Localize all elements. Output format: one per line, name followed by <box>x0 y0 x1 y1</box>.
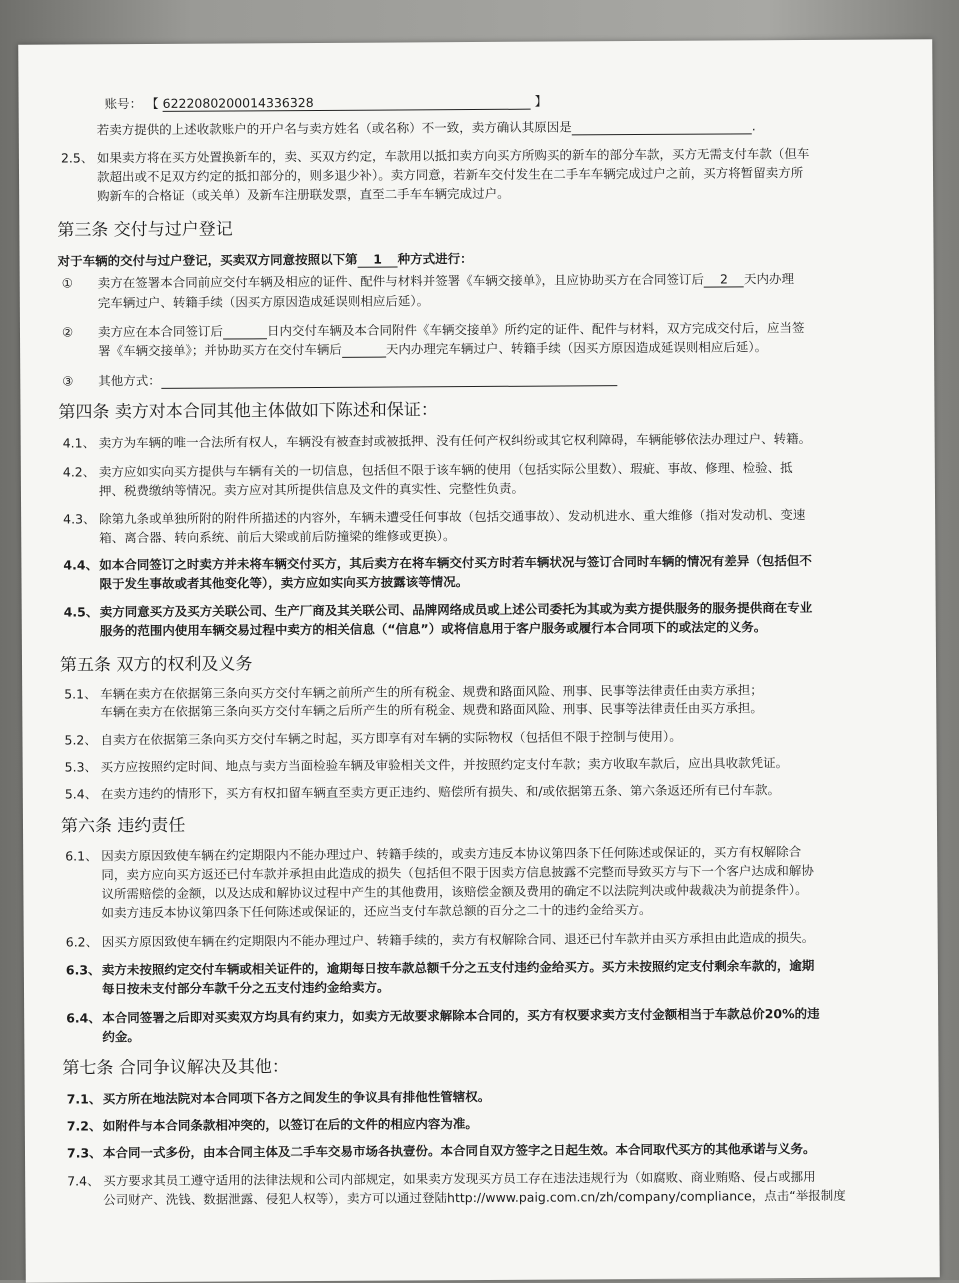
clause-6-3-line1: 卖方未按照约定交付车辆或相关证件的，逾期每日按车款总额千分之五支付违约金给买方。买方未按照约定支付剩余车款的，逾期 <box>101 957 815 978</box>
option-1-marker: ① <box>61 275 73 291</box>
option-3-blank <box>161 371 617 389</box>
clause-4-4-line1: 如本合同签订之时卖方并未将车辆交付买方，其后卖方在将车辆交付买方时若车辆状况与签订合同时车辆的情况有差异（包括但不 <box>99 552 812 573</box>
section-3-title: 第三条 交付与过户登记 <box>57 219 233 241</box>
clause-7-4-line1: 买方要求其员工遵守适用的法律法规和公司内部规定，如果卖方发现买方员工存在违法违规行为（如腐败、商业贿赂、侵占或挪用 <box>103 1168 816 1189</box>
option-1-text-end: 天内办理 <box>743 271 794 287</box>
option-2-text-d: 天内办理完车辆过户、转籍手续（因买方原因造成延误则相应后延）。 <box>385 339 768 357</box>
clause-6-4-line2: 约金。 <box>102 1029 140 1045</box>
section-4-title: 第四条 卖方对本合同其他主体做如下陈述和保证： <box>58 400 438 423</box>
clause-number: 7.3、 <box>66 1145 102 1161</box>
account-label: 账号： <box>104 96 143 112</box>
clause-4-3-line1: 除第九条或单独所附的附件所描述的内容外，车辆未遭受任何事故（包括交通事故）、发动机进水、重大维修（指对发动机、变速 <box>99 507 806 527</box>
clause-4-2-line2: 押、税费缴纳等情况。卖方应对其所提供信息及文件的真实性、完整性负责。 <box>98 480 525 499</box>
clause-4-5-line2: 服务的范围内使用车辆交易过程中卖方的相关信息（“信息”）或将信息用于客户服务或履行本合同项下的或法定的义务。 <box>99 619 767 639</box>
clause-4-2-line1: 卖方应如实向买方提供与车辆有关的一切信息，包括但不限于该车辆的使用（包括实际公里数）、瑕疵、事故、修理、检验、抵 <box>98 460 793 480</box>
option-2-line2 <box>98 339 767 359</box>
clause-number: 5.1、 <box>64 686 97 702</box>
contract-content <box>57 88 847 1208</box>
option-2-transfer-days-blank <box>342 343 386 358</box>
account-number: 6222080200014336328 <box>163 95 531 112</box>
clause-5-1-line2: 车辆在卖方在依据第三条向买方交付车辆之后所产生的所有税金、规费和路面风险、刑事、民事等法律责任由买方承担。 <box>100 700 763 720</box>
section-5-title: 第五条 双方的权利及义务 <box>59 654 253 676</box>
clause-number: 6.1、 <box>65 848 98 864</box>
account-line <box>105 94 548 113</box>
option-1-text: 卖方在签署本合同前应交付车辆及相应的证件、配件与材料并签署《车辆交接单》，且应协助买方在合同签订后 <box>97 271 704 291</box>
clause-6-4-line1: 本合同签署之后即对买卖双方均具有约束力，如卖方无故要求解除本合同的，买方有权要求卖方支付金额相当于车款总价20%的违 <box>102 1005 820 1026</box>
option-2-text-a: 卖方应在本合同签订后 <box>97 323 224 340</box>
account-mismatch-end: . <box>751 118 756 134</box>
option-2-text-c: 署《车辆交接单》；并协助买方在交付车辆后 <box>98 341 342 359</box>
option-3-line <box>98 370 617 389</box>
clause-number: 7.2、 <box>66 1118 102 1134</box>
clause-2-5-line2: 款超出或不足双方约定的抵扣部分的，则多退少补）。卖方同意，若新车交付发生在二手车车辆完成过户之前，买方将暂留卖方所 <box>96 165 804 185</box>
clause-5-2: 自卖方在依据第三条向买方交付车辆之时起，买方即享有对车辆的实际物权（包括但不限于控制与使用）。 <box>100 728 682 748</box>
clause-4-4-line2: 限于发生事故或者其他变化等），卖方应如实向买方披露该等情况。 <box>99 574 469 592</box>
clause-number: 4.2、 <box>62 464 96 480</box>
option-2-text-b: 日内交付车辆及本合同附件《车辆交接单》所约定的证件、配件与材料，双方完成交付后，应当签 <box>266 320 805 339</box>
account-close-bracket: 】 <box>534 93 548 109</box>
option-1-days: 2 <box>704 272 744 287</box>
section-3-intro <box>58 251 473 270</box>
clause-number: 6.2、 <box>65 934 99 950</box>
section-3-intro-text: 对于车辆的交付与过户登记，买卖双方同意按照以下第 <box>57 251 358 269</box>
clause-7-1: 买方所在地法院对本合同项下各方之间发生的争议具有排他性管辖权。 <box>102 1088 491 1107</box>
option-3-marker: ③ <box>62 373 74 389</box>
clause-2-5-line3: 购新车的合格证（或关单）及新车注册联发票，直至二手车车辆完成过户。 <box>97 185 510 204</box>
account-mismatch-text: 若卖方提供的上述收款账户的开户名与卖方姓名（或名称）不一致，卖方确认其原因是 <box>96 119 572 138</box>
mismatch-reason-blank <box>572 119 752 135</box>
clause-4-3-line2: 箱、离合器、转向系统、前后大梁或前后防撞梁的维修或更换）。 <box>99 528 456 546</box>
option-1-line1 <box>98 271 794 291</box>
clause-5-4: 在卖方违约的情形下，买方有权扣留车辆直至卖方更正违约、赔偿所有损失、和/或依据第五条、第六条返还所有已付车款。 <box>100 782 781 802</box>
clause-4-5-line1: 卖方同意买方及买方关联公司、生产厂商及其关联公司、品牌网络成员或上述公司委托为其或为卖方提供服务的服务提供商在专业 <box>99 599 813 620</box>
clause-number: 6.4、 <box>66 1010 101 1026</box>
clause-6-1-line3: 议所需赔偿的金额，以及达成和解协议过程中产生的其他费用，该赔偿金额及费用的确定不以法院判决或仲裁裁决为前提条件）。 <box>101 881 808 902</box>
account-open-bracket: 【 <box>146 95 159 112</box>
clause-number: 4.3、 <box>63 511 96 527</box>
clause-number: 5.2、 <box>64 732 97 748</box>
clause-number: 4.1、 <box>62 435 96 451</box>
clause-6-1-line1: 因卖方原因致使车辆在约定期限内不能办理过户、转籍手续的，或卖方违反本协议第四条下任何陈述或保证的，买方有权解除合 <box>101 844 802 864</box>
clause-7-2: 如附件与本合同条款相冲突的，以签订在后的文件的相应内容为准。 <box>102 1116 478 1134</box>
option-1-line2: 完车辆过户、转籍手续（因买方原因造成延误则相应后延）。 <box>97 293 430 311</box>
option-3-text: 其他方式： <box>98 372 161 389</box>
section-3-intro-end: 种方式进行： <box>397 251 473 267</box>
clause-number: 7.1、 <box>66 1091 102 1107</box>
option-2-marker: ② <box>61 324 74 340</box>
account-mismatch <box>97 118 756 138</box>
clause-6-1-line4: 如卖方违反本协议第四条下任何陈述或保证的，还应当支付车款总额的百分之二十的违约金给买方。 <box>101 901 652 921</box>
clause-4-1: 卖方为车辆的唯一合法所有权人，车辆没有被查封或被抵押、没有任何产权纠纷或其它权利障碍，车辆能够依法办理过户、转籍。 <box>98 430 812 451</box>
option-2-days-blank <box>223 324 267 339</box>
clause-2-5-line1: 如果卖方将在买方处置换新车的，卖、买双方约定，车款用以抵扣卖方向买方所购买的新车的部分车款，买方无需支付车款（但车 <box>96 145 810 166</box>
clause-7-3: 本合同一式多份，由本合同主体及二手车交易市场各执壹份。本合同自双方签字之日起生效。本合同取代买方的其他承诺与义务。 <box>102 1140 816 1161</box>
clause-number: 4.5、 <box>63 604 99 620</box>
clause-5-3: 买方应按照约定时间、地点与卖方当面检验车辆及审验相关文件，并按照约定支付车款；卖方收取车款后，应出具收款凭证。 <box>100 755 789 775</box>
clause-number: 5.4、 <box>64 786 98 802</box>
method-choice: 1 <box>358 252 398 267</box>
clause-number: 5.3、 <box>64 759 98 775</box>
clause-number: 2.5、 <box>60 150 94 166</box>
section-7-title: 第七条 合同争议解决及其他： <box>62 1057 289 1079</box>
clause-5-1-line1: 车辆在卖方在依据第三条向买方交付车辆之前所产生的所有税金、规费和路面风险、刑事、民事等法律责任由卖方承担； <box>100 682 763 702</box>
document-page <box>18 39 940 1283</box>
option-2-line1 <box>98 320 805 340</box>
clause-number: 4.4、 <box>63 557 99 573</box>
clause-7-4-line2: 公司财产、洗钱、数据泄露、侵犯人权等），卖方可以通过登陆http://www.paig.com.cn/zh/company/compliance，点击“举报制度 <box>103 1187 846 1208</box>
section-6-title: 第六条 违约责任 <box>60 815 186 837</box>
clause-6-1-line2: 同，卖方应向买方返还已付车款并承担由此造成的损失（包括但不限于因卖方信息披露不完整而导致买方与下一个客户达成和解协 <box>101 862 814 883</box>
clause-number: 7.4、 <box>67 1173 100 1189</box>
clause-number: 6.3、 <box>65 962 101 978</box>
clause-6-2: 因买方原因致使车辆在约定期限内不能办理过户、转籍手续的，卖方有权解除合同、退还已付车款并由买方承担由此造成的损失。 <box>101 929 815 950</box>
clause-6-3-line2: 每日按未支付部分车款千分之五支付违约金给卖方。 <box>101 979 390 997</box>
